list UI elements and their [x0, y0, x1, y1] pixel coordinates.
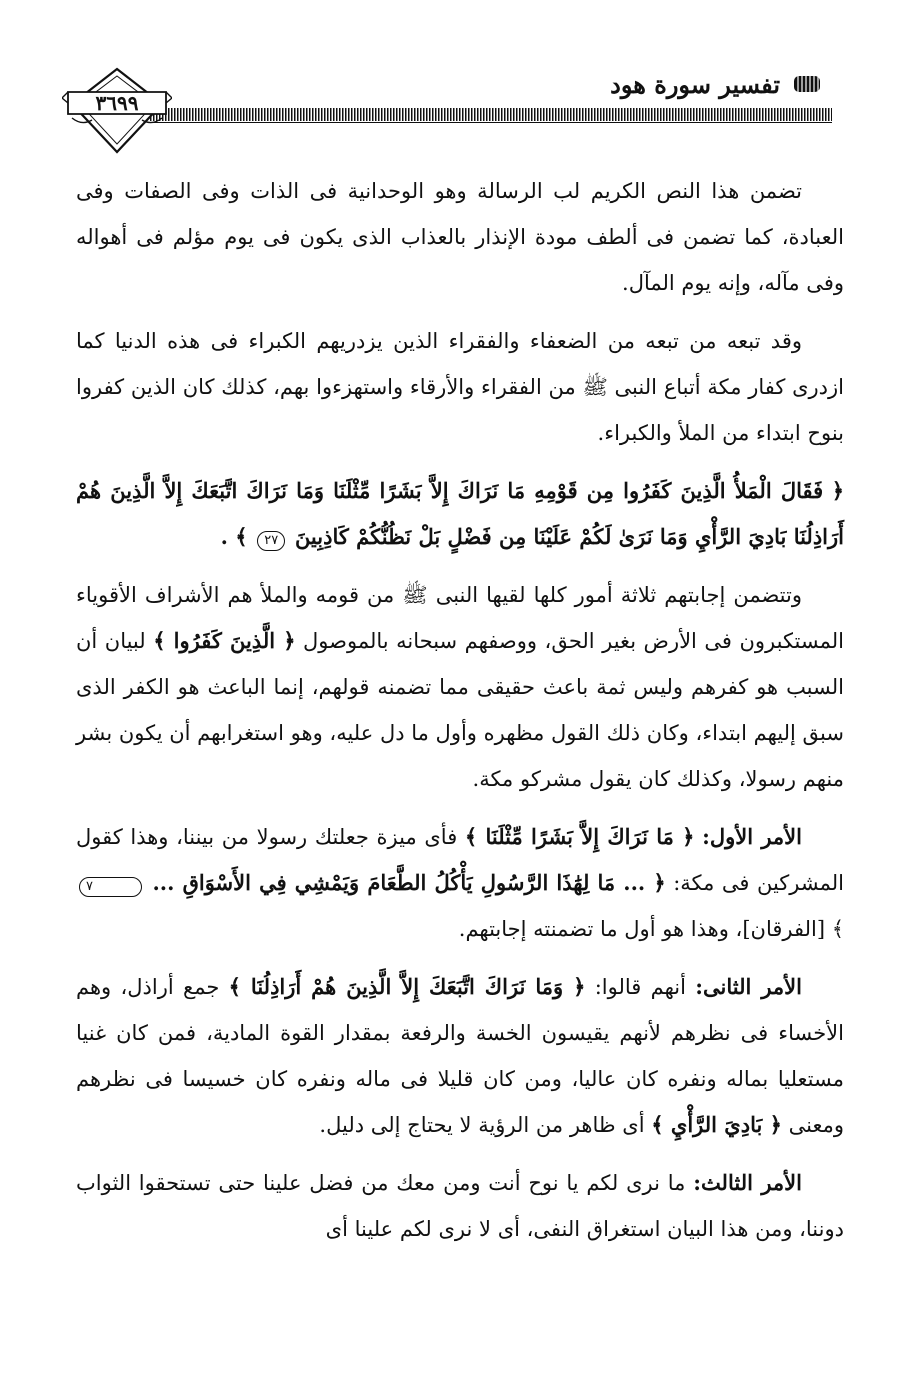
ornament-icon [792, 72, 822, 96]
paragraph-text: أى ظاهر من الرؤية لا يحتاج إلى دليل. [319, 1113, 645, 1137]
section-lead: الأمر الأول: [702, 824, 802, 849]
paragraph-text: فأى ميزة جعلتك رسولا من بيننا، وهذا كقول المشركين فى مكة: [76, 825, 844, 895]
body-text [76, 168, 844, 1264]
quran-quote: ﴿ مَا نَرَاكَ إِلاَّ بَشَرًا مِّثْلَنَا ﴾ [464, 824, 695, 849]
verse-open-bracket: ﴿ [831, 478, 844, 503]
paragraph-text: جمع أراذل، وهم الأخساء فى نظرهم لأنهم يقيسون الخسة والرفعة بمقدار القوة المادية، فمن كان غنيا مستعليا بماله ونفره كان عاليا، ومن كان قليلا فى ماله ونفره كان خسيسا فى نظرهم ومعنى [76, 975, 844, 1137]
paragraph-text: ما نرى لكم يا نوح أنت ومن معك من فضل علينا حتى تستحقوا الثواب دوننا، ومن هذا البيان استغراق النفى، أى لا نرى لكم علينا أى [76, 1171, 844, 1241]
section-lead: الأمر الثالث: [693, 1170, 802, 1195]
quran-quote: ﴿ الَّذِينَ كَفَرُوا ﴾ [153, 628, 296, 653]
paragraph-text: تضمن هذا النص الكريم لب الرسالة وهو الوحدانية فى الذات وفى الصفات وفى العبادة، كما تضمن فى ألطف مودة الإنذار بالعذاب الذى يكون فى يوم مؤلم فى أهواله وفى مآله، وإنه يوم المآل. [76, 179, 844, 295]
chapter-title: تفسير سورة هود [610, 70, 780, 99]
quran-quote: ﴿ وَمَا نَرَاكَ اتَّبَعَكَ إِلاَّ الَّذِينَ هُمْ أَرَاذِلُنَا ﴾ [228, 974, 586, 999]
page-number: ٣٦٩٩ [95, 91, 139, 115]
paragraph-text: ﴾ [الفرقان]، وهذا هو أول ما تضمنته إجابتهم. [458, 917, 844, 941]
verse-number: ٧ [79, 877, 142, 897]
header-rule [150, 108, 832, 121]
quran-quote: ﴿ بَادِيَ الرَّأْيِ ﴾ [651, 1112, 782, 1137]
section-lead: الأمر الثانى: [695, 974, 802, 999]
quran-verse-text: فَقَالَ الْمَلأُ الَّذِينَ كَفَرُوا مِن قَوْمِهِ مَا نَرَاكَ إِلاَّ بَشَرًا مِّثْلَنَا وَمَا نَرَاكَ اتَّبَعَكَ إِلاَّ الَّذِينَ هُمْ أَرَاذِلُنَا بَادِيَ الرَّأْيِ وَمَا نَرَىٰ لَكُمْ عَلَيْنَا مِن فَضْلٍ بَلْ نَظُنُّكُمْ كَاذِبِينَ [76, 478, 844, 549]
paragraph-1 [76, 168, 844, 306]
paragraph-2 [76, 318, 844, 456]
paragraph-5 [76, 964, 844, 1148]
paragraph-text: وقد تبعه من تبعه من الضعفاء والفقراء الذين يزدريهم الكبراء فى هذه الدنيا كما ازدرى كفار مكة أتباع النبى ﷺ من الفقراء والأرقاء واستهزءوا بهم، كذلك كان الذين كفروا بنوح ابتداء من الملأ والكبراء. [76, 329, 844, 445]
verse-close-bracket: ﴾ . [220, 524, 248, 549]
paragraph-text: وتتضمن إجابتهم ثلاثة أمور كلها لقيها النبى ﷺ من قومه والملأ هم الأشراف الأقوياء المستكبرون فى الأرض بغير الحق، ووصفهم سبحانه بالموصول [76, 583, 844, 653]
quran-verse-block [76, 468, 844, 560]
page-header [0, 0, 920, 160]
paragraph-4 [76, 814, 844, 952]
quran-quote: ﴿ ... مَا لِهَٰذَا الرَّسُولِ يَأْكُلُ الطَّعَامَ وَيَمْشِي فِي الأَسْوَاقِ ... [152, 870, 666, 895]
paragraph-text: لبيان أن السبب هو كفرهم وليس ثمة باعث حقيقى مما تضمنه قولهم، إنما الباعث هو الكفر الذى سبق إليهم ابتداء، وكان ذلك القول مظهره وأول ما دل عليه، وهو استغرابهم أن يكون بشر منهم رسولا، وكذلك كان يقول مشركو مكة. [76, 629, 844, 791]
paragraph-6 [76, 1160, 844, 1252]
paragraph-text: أنهم قالوا: [594, 975, 686, 999]
verse-number: ٢٧ [257, 531, 285, 551]
header-rule-line [150, 122, 832, 123]
paragraph-3 [76, 572, 844, 802]
